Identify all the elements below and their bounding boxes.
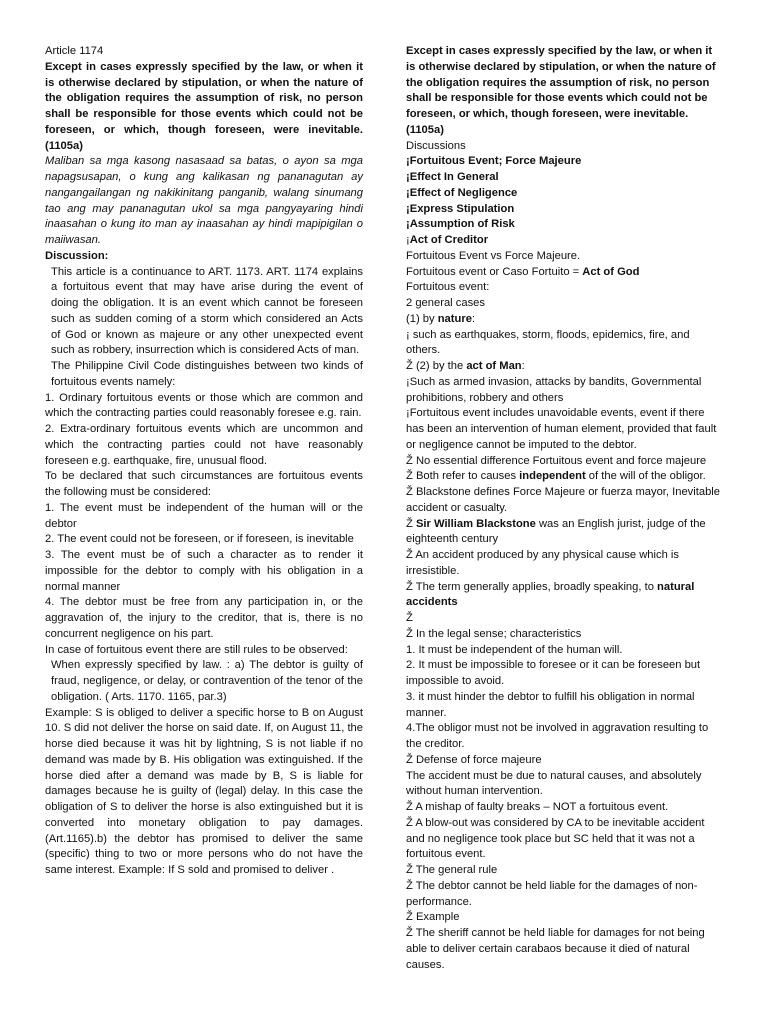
note-line: Ž An accident produced by any physical cause which is irresistible. [406,549,680,577]
discussion-paragraph: This article is a continuance to ART. 1173. ART. 1174 explains a fortuitous event that may have arise during the event of doing the obligation. It is an event which cannot be foreseen such as sudden coming of a storm which considered an Acts of God or known as majeure or any other unexpected event such as robbery, insurrection which is considered Acts of man. [51,265,363,357]
note-line [406,359,724,375]
note-line: Fortuitous Event vs Force Majeure. [406,249,581,262]
list-item: 1. Ordinary fortuitous events or those which are common and which the contracting parties could reasonably foresee e.g. rain. [45,391,363,420]
rule-text: Except in cases expressly specified by the law, or when it is otherwise declared by stipulation, or when the nature of the obligation requires the assumption of risk, no person shall be responsible for those events which could not be foreseen, or which, though foreseen, were inevitable. [406,45,716,120]
example-paragraph: Example: S is obliged to deliver a specific horse to B on August 10. S did not deliver the horse on said date. If, on August 11, the horse died because it was hit by lightning, S is not liable if no demand was made by B. His obligation was extinguished. If the horse died after a demand was made by B, S is liable for damages because he is guilty of (legal) delay. In this case the obligation of S to deliver the horse is also extinguished but it is converted into monetary obligation to pay damages. (Art.1165).b) the debtor has promised to deliver the same (specific) thing to two or more persons who do not have the same interest. Example: If S sold and promised to deliver . [45,706,363,876]
note-text: Ž (2) by the [406,360,467,372]
note-line: Ž A blow-out was considered by CA to be inevitable accident and no negligence took place but SC held that it was not a fortuitous event. [406,816,705,861]
note-line: Ž A mishap of faulty breaks – NOT a fortuitous event. [406,801,669,813]
list-item: 2. The event could not be foreseen, or if foreseen, is inevitable [45,533,354,546]
note-text: Fortuitous event or Caso Fortuito = [406,265,583,278]
note-emphasis: nature [437,312,472,325]
note-line: 2 general cases [406,297,485,309]
note-line [406,312,724,328]
topic-item [406,233,724,249]
note-text: (1) by [406,312,438,325]
note-line: Ž [406,612,413,624]
note-emphasis: Act of God [582,265,640,278]
note-text: Ž The term generally applies, broadly speaking, to [406,580,658,593]
list-item: 1. The event must be independent of the human will or the debtor [45,501,363,530]
note-emphasis: act of Man [466,360,522,372]
discussion-paragraph: When expressly specified by law. : a) The debtor is guilty of fraud, negligence, or delay, or contravention of the tenor of the obligation. ( Arts. 1170. 1165, par.3) [51,659,363,703]
note-line [406,469,724,485]
discussion-heading: Discussion: [45,249,109,262]
list-item: 4. The debtor must be free from any participation in, or the aggravation of, the injury to the creditor, that is, there is no concurrent negligence on his part. [45,596,363,640]
note-line: Ž Example [406,911,460,924]
discussion-paragraph: In case of fortuitous event there are still rules to be observed: [45,643,348,656]
note-line [406,265,724,281]
note-line [406,517,724,549]
note-emphasis: independent [519,470,586,483]
article-text [406,44,724,139]
list-item: 2. Extra-ordinary fortuitous events which are uncommon and which the contracting parties could not have reasonably foreseen e.g. earthquake, fire, unusual flood. [45,423,363,467]
note-line: Fortuitous event: [406,281,490,294]
note-text: Ž [406,517,416,530]
discussions-heading: Discussions [406,139,466,152]
note-line: 3. it must hinder the debtor to fulfill his obligation in normal manner. [406,690,695,719]
discussion-paragraph: To be declared that such circumstances are fortuitous events the following must be considered: [45,470,363,498]
note-line: ¡Such as armed invasion, attacks by bandits, Governmental prohibitions, robbery and others [406,375,702,404]
note-emphasis: natural accidents [406,580,695,609]
note-text: of the will of the obligor. [585,470,706,483]
note-line: 1. It must be independent of the human will. [406,643,623,656]
topic-label: Act of Creditor [409,234,489,246]
tagalog-translation: Maliban sa mga kasong nasasaad sa batas, o ayon sa mga napagsusapan, o kung ang kalikasan ng pananagutan ay nangangailangan ng nakikinitang panganib, walang sinumang tao ang may pananagutan ukol sa mga pangyayaring hindi inaasahan o kung ito man ay inaasahan ay hindi mapipigilan o maiiwasan. [45,155,363,246]
topic-item: ¡Fortuitous Event; Force Majeure [406,155,582,168]
note-text: Ž Both refer to causes [406,470,520,483]
note-text: was an English jurist, judge of the eighteenth century [406,517,706,546]
note-line: Ž Blackstone defines Force Majeure or fuerza mayor, Inevitable accident or casualty. [406,486,721,514]
left-column [45,44,363,879]
topic-item: ¡Assumption of Risk [406,218,515,231]
note-line: ¡Fortuitous event includes unavoidable events, event if there has been an intervention of human element, provided that fault or negligence cannot be imputed to the debtor. [406,407,717,451]
rule-reference: (1105a) [406,123,444,136]
note-emphasis: Sir William Blackstone [415,517,536,530]
note-line: Ž In the legal sense; characteristics [406,627,582,640]
note-text: : [471,312,476,325]
topic-item: ¡Effect of Negligence [406,186,518,199]
right-column [406,44,724,973]
article-text: Except in cases expressly specified by the law, or when it is otherwise declared by stipulation, or when the nature of the obligation requires the assumption of risk, no person shall be responsible for those events which could not be foreseen, or which, though foreseen, were inevitable. (1105a) [45,60,363,152]
list-item: 3. The event must be of such a character as to render it impossible for the debtor to comply with his obligation in a normal manner [45,549,363,593]
note-line [406,580,724,612]
note-text: : [521,360,525,372]
note-line: 2. It must be impossible to foresee or it can be foreseen but impossible to avoid. [406,659,701,687]
note-line: Ž The debtor cannot be held liable for the damages of non-performance. [406,879,698,908]
note-line: ¡ such as earthquakes, storm, floods, epidemics, fire, and others. [406,328,690,357]
article-number: Article 1174 [45,45,104,57]
note-line: Ž Defense of force majeure [406,753,542,766]
note-line: The accident must be due to natural causes, and absolutely without human intervention. [406,769,702,798]
discussion-paragraph: The Philippine Civil Code distinguishes between two kinds of fortuitous events namely: [51,360,363,388]
note-line: 4.The obligor must not be involved in aggravation resulting to the creditor. [406,722,709,750]
note-line: Ž The general rule [406,864,498,876]
bullet-glyph: ¡ [406,234,410,246]
note-line: Ž No essential difference Fortuitous event and force majeure [406,454,707,467]
note-line: Ž The sheriff cannot be held liable for damages for not being able to deliver certain carabaos because it died of natural causes. [406,927,705,971]
topic-item: ¡Effect In General [406,171,499,183]
topic-item: ¡Express Stipulation [406,202,515,215]
